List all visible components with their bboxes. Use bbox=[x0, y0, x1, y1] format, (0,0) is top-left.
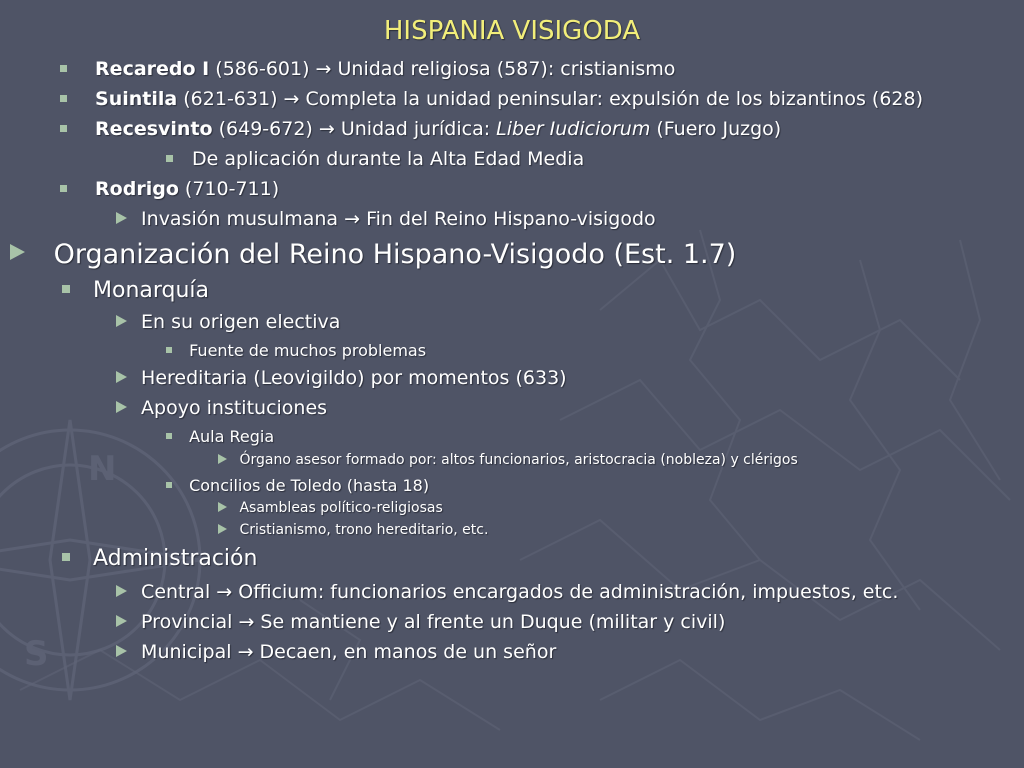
list-item-text: Asambleas político-religiosas bbox=[239, 500, 443, 516]
svg-text:N: N bbox=[88, 449, 117, 489]
square-bullet-icon bbox=[166, 347, 172, 353]
administracion-heading bbox=[62, 546, 257, 571]
triangle-bullet-icon bbox=[116, 315, 127, 327]
king-text: Unidad jurídica: bbox=[334, 118, 497, 140]
list-item-text: Aula Regia bbox=[189, 427, 275, 446]
list-item-text: Cristianismo, trono hereditario, etc. bbox=[239, 522, 489, 538]
list-item-text: Municipal bbox=[141, 641, 238, 663]
right-arrow-icon: → bbox=[318, 118, 335, 140]
monarquia-heading bbox=[62, 278, 209, 303]
triangle-bullet-icon bbox=[218, 502, 227, 512]
list-item bbox=[116, 641, 556, 663]
list-item-text: En su origen electiva bbox=[141, 311, 341, 333]
section-heading bbox=[10, 239, 736, 270]
list-item-text: Concilios de Toledo (hasta 18) bbox=[189, 476, 430, 495]
list-item-text: Fuente de muchos problemas bbox=[189, 341, 427, 360]
square-bullet-icon bbox=[166, 433, 172, 439]
triangle-bullet-icon bbox=[116, 371, 127, 383]
list-item bbox=[166, 476, 429, 495]
list-item bbox=[116, 397, 327, 419]
sub-item-text: De aplicación durante la Alta Edad Media bbox=[192, 148, 585, 170]
square-bullet-icon bbox=[166, 155, 173, 162]
king-text: Unidad religiosa (587): cristianismo bbox=[331, 58, 676, 80]
list-item bbox=[116, 581, 898, 603]
list-item bbox=[116, 611, 725, 633]
square-bullet-icon bbox=[62, 553, 70, 561]
king-years: (586-601) bbox=[209, 58, 316, 80]
rodrigo-sub-item bbox=[116, 208, 656, 230]
list-item bbox=[218, 452, 798, 468]
right-arrow-icon: → bbox=[315, 58, 332, 80]
king-name: Suintila bbox=[95, 88, 178, 110]
right-arrow-icon: → bbox=[344, 208, 361, 230]
sub-item-text: Fin del Reino Hispano-visigodo bbox=[360, 208, 656, 230]
list-item bbox=[116, 367, 567, 389]
list-item-text: Central bbox=[141, 581, 217, 603]
triangle-bullet-icon bbox=[116, 585, 127, 597]
square-bullet-icon bbox=[166, 482, 172, 488]
administracion-label: Administración bbox=[93, 546, 258, 571]
king-years: (710-711) bbox=[178, 178, 280, 200]
list-item-text: Provincial bbox=[141, 611, 239, 633]
sub-item-text: Invasión musulmana bbox=[141, 208, 345, 230]
right-arrow-icon: → bbox=[216, 581, 233, 603]
triangle-bullet-icon bbox=[116, 645, 127, 657]
king-text: (Fuero Juzgo) bbox=[650, 118, 782, 140]
king-years: (649-672) bbox=[212, 118, 319, 140]
square-bullet-icon bbox=[60, 125, 67, 132]
king-years: (621-631) bbox=[177, 88, 284, 110]
king-name: Recaredo I bbox=[95, 58, 210, 80]
list-item bbox=[166, 341, 426, 360]
list-item bbox=[166, 427, 274, 446]
list-item-text: Officium: funcionarios encargados de administración, impuestos, etc. bbox=[232, 581, 899, 603]
square-bullet-icon bbox=[62, 285, 70, 293]
list-item bbox=[218, 500, 443, 516]
triangle-bullet-icon bbox=[116, 401, 127, 413]
right-arrow-icon: → bbox=[238, 611, 255, 633]
right-arrow-icon: → bbox=[283, 88, 300, 110]
king-item-rodrigo bbox=[60, 178, 279, 200]
list-item bbox=[116, 311, 340, 333]
square-bullet-icon bbox=[60, 65, 67, 72]
section-heading-text: Organización del Reino Hispano-Visigodo (Est. 1.7) bbox=[53, 239, 737, 270]
triangle-bullet-icon bbox=[116, 615, 127, 627]
list-item-text: Hereditaria (Leovigildo) por momentos (633) bbox=[141, 367, 567, 389]
king-item-suintila bbox=[60, 88, 923, 110]
king-item-recesvinto bbox=[60, 118, 781, 140]
list-item bbox=[218, 522, 488, 538]
triangle-bullet-icon bbox=[116, 212, 127, 224]
list-item-text: Apoyo instituciones bbox=[141, 397, 328, 419]
list-item-text: Se mantiene y al frente un Duque (militar y civil) bbox=[254, 611, 726, 633]
square-bullet-icon bbox=[60, 185, 67, 192]
slide-title: HISPANIA VISIGODA bbox=[383, 16, 641, 46]
triangle-bullet-icon bbox=[218, 524, 227, 534]
king-item-recaredo bbox=[60, 58, 675, 80]
list-item-text: Órgano asesor formado por: altos funcionarios, aristocracia (nobleza) y clérigos bbox=[239, 452, 798, 468]
king-name: Rodrigo bbox=[95, 178, 179, 200]
monarquia-label: Monarquía bbox=[93, 278, 210, 303]
list-item-text: Decaen, en manos de un señor bbox=[253, 641, 557, 663]
triangle-bullet-icon bbox=[10, 244, 25, 260]
right-arrow-icon: → bbox=[237, 641, 254, 663]
triangle-bullet-icon bbox=[218, 454, 227, 464]
king-text: Completa la unidad peninsular: expulsión de los bizantinos (628) bbox=[299, 88, 923, 110]
svg-text:S: S bbox=[24, 634, 49, 674]
king-text-italic: Liber Iudiciorum bbox=[496, 118, 651, 140]
recesvinto-sub-item bbox=[166, 148, 584, 170]
king-name: Recesvinto bbox=[95, 118, 213, 140]
square-bullet-icon bbox=[60, 95, 67, 102]
